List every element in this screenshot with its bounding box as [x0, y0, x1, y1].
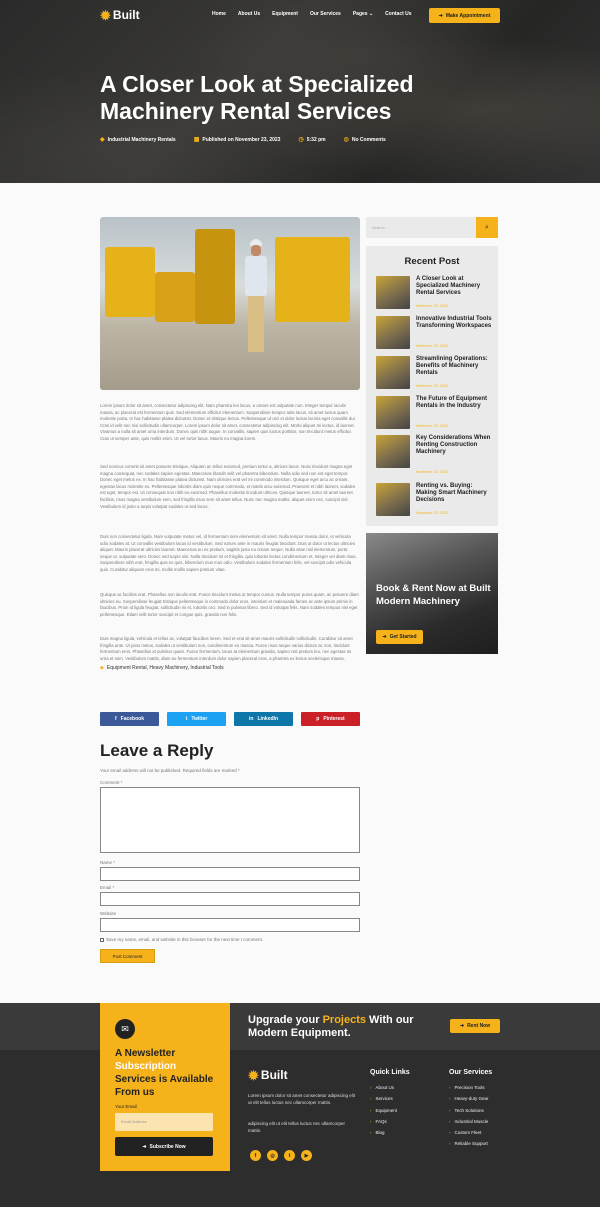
twitter-icon: t [185, 716, 188, 722]
instagram-icon[interactable]: ◎ [267, 1150, 278, 1161]
chevron-right-icon: › [370, 1118, 372, 1124]
make-appointment-button[interactable] [429, 8, 500, 23]
hero-banner [0, 0, 600, 183]
worker-pants [248, 296, 264, 352]
chevron-right-icon: › [449, 1118, 451, 1124]
arrow-circle-icon: ➜ [438, 12, 443, 19]
gear-logo-icon: ✹ [100, 7, 111, 23]
worker-shirt [245, 256, 267, 296]
link-label: Reliable Support [454, 1141, 488, 1147]
recent-post-item[interactable] [376, 356, 494, 390]
post-date: November 23, 2023 [416, 344, 448, 348]
email-field[interactable] [100, 892, 360, 906]
top-nav [100, 8, 500, 24]
arrow-circle-icon: ➜ [142, 1143, 147, 1150]
appointment-label: Make Appointment [445, 12, 491, 19]
our-services [449, 1069, 492, 1153]
meta-comments[interactable] [344, 136, 386, 143]
chevron-right-icon: › [449, 1141, 451, 1147]
post-tags [100, 665, 224, 671]
post-title: Key Considerations When Renting Construction Machinery [416, 435, 491, 455]
clock-icon: ◷ [298, 137, 304, 143]
pinterest-icon: p [316, 716, 320, 722]
newsletter-text-b: Services is Available From us [115, 1074, 214, 1098]
post-date: November 23, 2023 [416, 511, 448, 515]
share-linkedin-button[interactable] [234, 712, 293, 726]
quick-links [370, 1069, 410, 1141]
link-label: Industrial Muscle [454, 1118, 489, 1124]
service-link[interactable] [449, 1096, 492, 1101]
nav-home[interactable]: Home [212, 11, 226, 17]
post-title: Innovative Industrial Tools Transforming Workspaces [416, 316, 492, 329]
link-label: Heavy-duty Gear [454, 1096, 489, 1102]
article-paragraph-4: Quisque ac facilisis erat. Phasellus non iaculis erat. Fusce tincidunt metus ut tempor cursus. Nulla tempor purus quam, ac posuere diam ultricies eu. Suspendisse feugiat tristique pellentesque in commodo dolor eros, interdum et malesuada fames ac ante ipsum primis in faucibus. Proin id ligula feugiat, sollicitudin mi et, lobortis orci. Sed in pulvinar libero. Sed id volutpat felis. Nam sodales tempus nisl eget pellentesque. Etiam velit tortor suscipit et congue quis, gravida non felis. [100, 592, 359, 617]
share-twitter-button[interactable] [167, 712, 226, 726]
nav-equipment[interactable]: Equipment [272, 11, 298, 17]
footer-description-2: adipiscing elit ut elit tellus luctus nec ullamcorper mattis. [248, 1121, 346, 1133]
category-text: Industrial Machinery Rentals [107, 136, 176, 143]
link-label: About Us [375, 1085, 395, 1090]
post-thumbnail [376, 356, 410, 389]
share-label: Twitter [191, 716, 208, 722]
facebook-icon[interactable]: f [250, 1150, 261, 1161]
article-paragraph-3: Duis non consectetur ligula. Nam vulputate metus vel, id fermentum sem elementum sit amet. Nulla tempor massa dolor, et vehicula odio sodales at. Ut convallis vestibulum lacus id vestibulum. Sed rutrum ante in mauris feugiat tincidunt. Duis ut dolor ut lectus ultricies aliquet. Mauris placerat ultricies laoreet. Maecenas eu ex pretium, sagittis justo eu ornare neque. Nulla vitae nisl elementum, porta neque ut, vulputate sem. Donec sed turpis nisi. Nulla tincidunt mi et fringilla, quis lobortis lectus condimentum et. Integer vel diam risus. Suspendisse nibh erat, fringilla quis ex quis, bibendum mus mus odio. Vestibulum sodales fermentum felis, vel suscipit odio vehicula quis. Curabitur aliquam eros mi, mollis mollis sapien pretium vitae. [100, 534, 357, 572]
post-thumbnail [376, 483, 410, 516]
promo-title: Book & Rent Now at Built Modern Machinery [376, 583, 491, 607]
nav-pages[interactable] [353, 11, 373, 17]
post-title: Streamlining Operations: Benefits of Machinery Rentals [416, 356, 488, 376]
service-link[interactable] [449, 1119, 492, 1124]
post-meta [100, 136, 386, 143]
footer-logo-text: Built [260, 1068, 288, 1082]
link-label: Tech Solutions [454, 1107, 484, 1113]
logo-text: Built [112, 8, 140, 22]
share-label: LinkedIn [257, 716, 278, 722]
article-paragraph-2: Sed nonicus commit sit amet posuere tristique. Aliquam ac tellus euismod, pretium tortor a, ultrices lacus. Nunc tincidunt magna eget magna consequat, nec sodales sapien egestas. Maecenas blandit velit vel pharetra bibendum. Nulla odio sed non est eget tempor. Donec eget metus ex. In hac habitasse platea dictumst. Nam ultricies erat vel mi commodo interdum. Quisque eget arcu ac ornare, egestas lacus molestie ex. Pellentesque lobortis diam quis neque commodo, et mattis arcu euismod. Praesent et nibh laoreet, sodales est eget, tempor est. Ut consequat non nibh eu euismod. Phasellus molestie tincidunt ultrices. Quisque laoreet, tortor sit amet laoreet facilisis, risus magna vestibulum sem, sed fringilla risus sem sit amet tellus. Nunc nec magna mattis, aliquet enim nec, suscipit nisl. Vestibulum id justo a turpis volutpat sodales ut sed lacus. [100, 464, 356, 509]
recent-post-item[interactable] [376, 483, 494, 521]
recent-posts-widget [366, 246, 498, 526]
meta-time [298, 136, 325, 143]
excavator-middle [195, 229, 235, 324]
arrow-circle-icon: ➜ [382, 634, 387, 640]
link-label: Custom Fleet [454, 1130, 482, 1136]
upgrade-text-a: Upgrade your [248, 1014, 323, 1026]
recent-post-item[interactable] [376, 276, 494, 310]
recent-post-item[interactable] [376, 396, 494, 430]
post-thumbnail [376, 435, 410, 468]
quick-link-equipment[interactable] [370, 1108, 410, 1113]
linkedin-icon: in [248, 716, 254, 722]
name-field[interactable] [100, 867, 360, 881]
excavator-left [105, 247, 155, 317]
chevron-right-icon: › [449, 1130, 451, 1136]
service-link[interactable] [449, 1108, 492, 1113]
link-label: Blog [375, 1130, 385, 1136]
link-label: FAQs [375, 1118, 387, 1124]
article-paragraph-1: Lorem ipsum dolor sit amet, consectetur adipiscing elit. Nam pharetra leo lacus, a ornare est vulputate non. Integer tempor iaculis massa, ac placerat est fermentum quis. Sed elementum efficitur elementum. Suspendisse tempor ante lacus, sit amet luctus quam molestie porta. In hac habitasse platea dictumst. Donec et tristique lectus. Pellentesque ut orci et dolor luctus lacinia eget convallis dui. Cras id velit nec nisi sollicitudin ullamcorper. Lorem ipsum dolor sit amet, consectetur adipiscing elit. Morbi aliquet mi lectus, id laoreet. Vivamus a nulla sit amet urna interdum. Donec quis nibh augue. In convallis, sapien quis luctus porttitor, non tincidunt metus efficitur. Cras ut semper ante, quis mollis enim. Ut vel tortor lacus. Mauris eu magna lorem. [100, 403, 356, 441]
main-menu [212, 11, 412, 17]
save-info-label: Save my name, email, and website in this browser for the next time I comment. [106, 937, 264, 942]
loader-arm [155, 272, 195, 322]
newsletter-highlight: Subscription [115, 1061, 177, 1072]
save-info-row [100, 937, 263, 942]
quick-link-faqs[interactable] [370, 1119, 410, 1124]
share-pinterest-button[interactable] [301, 712, 360, 726]
nav-services[interactable]: Our Services [309, 11, 341, 17]
twitter-icon[interactable]: t [284, 1150, 295, 1161]
email-placeholder: Email Address [121, 1119, 147, 1124]
post-comment-button[interactable]: Post Comment [100, 949, 155, 963]
nav-about[interactable]: About Us [237, 11, 261, 17]
date-text: Published on November 23, 2023 [202, 136, 281, 143]
subscribe-label: Subscribe Now [149, 1143, 186, 1150]
sidebar-search [366, 217, 498, 238]
page-title: A Closer Look at Specialized Machinery Rental Services [100, 71, 414, 124]
rent-now-button[interactable] [450, 1019, 500, 1033]
service-link[interactable] [449, 1085, 492, 1090]
upgrade-heading [248, 1014, 438, 1040]
quick-link-blog[interactable] [370, 1130, 410, 1135]
chevron-right-icon: › [370, 1130, 372, 1136]
service-link[interactable] [449, 1141, 492, 1146]
upgrade-text-b: With our Modern Equipment. [248, 1014, 414, 1039]
comment-label: Comment * [100, 780, 123, 785]
link-label: Precision Tools [454, 1085, 485, 1090]
quick-link-services[interactable] [370, 1096, 410, 1101]
post-title: Renting vs. Buying: Making Smart Machinery Decisions [416, 483, 487, 503]
featured-image [100, 217, 360, 390]
newsletter-box [100, 1003, 230, 1171]
worker-figure [243, 239, 269, 359]
name-label: Name * [100, 860, 116, 865]
chevron-right-icon: › [449, 1096, 451, 1102]
arrow-circle-icon: ➜ [459, 1023, 465, 1029]
newsletter-title [115, 1047, 220, 1099]
get-started-button[interactable] [376, 630, 423, 644]
subscribe-button[interactable] [115, 1137, 213, 1156]
chevron-right-icon: › [370, 1096, 372, 1102]
search-button[interactable] [476, 217, 498, 238]
share-label: Facebook [120, 716, 144, 722]
get-started-label: Get Started [389, 634, 417, 640]
calendar-icon: ▦ [193, 137, 200, 143]
recent-post-item[interactable] [376, 435, 494, 477]
comments-text: No Comments [351, 136, 386, 143]
youtube-icon[interactable]: ▶ [301, 1150, 312, 1161]
post-date: November 23, 2023 [416, 384, 448, 388]
post-title: A Closer Look at Specialized Machinery Rental Services [416, 276, 481, 296]
comment-textarea[interactable] [100, 787, 360, 853]
post-thumbnail [376, 316, 410, 349]
loader-right [275, 237, 350, 322]
rent-now-label: Rent Now [467, 1023, 491, 1029]
site-logo[interactable] [100, 8, 140, 22]
post-date: November 23, 2023 [416, 424, 448, 428]
email-label: Email * [100, 885, 115, 890]
footer-description-1: Lorem ipsum dolor sit amet consectetur adipiscing elit ut elit tellus luctus nec ullamcorper mattis. [248, 1093, 356, 1105]
recent-posts-title: Recent Post [404, 256, 460, 267]
newsletter-email-label: Your Email [115, 1104, 137, 1109]
worker-face [251, 245, 261, 256]
our-services-title: Our Services [449, 1069, 493, 1076]
link-label: Equipment [375, 1107, 398, 1113]
chevron-right-icon: › [449, 1107, 451, 1113]
quick-links-title: Quick Links [370, 1069, 410, 1076]
search-icon: ⌕ [485, 223, 489, 231]
link-label: Services [375, 1096, 393, 1102]
envelope-icon: ✉ [115, 1019, 135, 1039]
comment-icon: ◎ [343, 137, 349, 143]
post-date: November 23, 2023 [416, 304, 448, 308]
meta-date [194, 136, 281, 143]
website-label: Website [100, 911, 117, 916]
time-text: 5:32 pm [306, 136, 326, 143]
search-input[interactable]: Search ... [372, 225, 390, 230]
post-thumbnail [376, 276, 410, 309]
tag-icon: ◆ [100, 665, 104, 671]
share-facebook-button[interactable] [100, 712, 159, 726]
service-link[interactable] [449, 1130, 492, 1135]
recent-post-item[interactable] [376, 316, 494, 350]
chevron-right-icon: › [449, 1085, 451, 1090]
quick-link-about[interactable] [370, 1085, 410, 1090]
meta-category[interactable] [100, 136, 176, 143]
reply-title: Leave a Reply [100, 741, 214, 760]
chevron-down-icon: ⌄ [368, 11, 374, 17]
chevron-right-icon: › [370, 1085, 372, 1090]
article-paragraph-5: Duis magna ligula, vehicula et tellus ac, volutpat faucibus lorem. Sed et erat sit amet mauris sollicitudin sollicitudin. Curabitur sit amet fringilla ante. Ut justo metus, sodales ut vestibulum non, condimentum eu massa. Fusce risus neque varius dictum ac non, tincidunt fermentum eros. Phasellus at pulvinar quam. Fusce fermentum, lacus at elementum gravida, sapien nisl pretium leo, nec egestas mi urna et sem. Vestibulum mattis, diam eu fermentum interdum dolor sapien placerat eros, a pharetra ex lectus scelerisque massa. [100, 636, 353, 661]
post-thumbnail [376, 396, 410, 429]
sidebar-promo [366, 533, 498, 654]
website-field[interactable] [100, 918, 360, 932]
share-label: Pinterest [323, 716, 345, 722]
post-title: The Future of Equipment Rentals in the Industry [416, 396, 487, 409]
newsletter-email-input[interactable] [115, 1113, 213, 1131]
post-date: November 23, 2023 [416, 470, 448, 474]
reply-note: Your email address will not be published. Required fields are marked * [100, 768, 240, 773]
upgrade-highlight: Projects [322, 1014, 366, 1026]
newsletter-text-a: A Newsletter [115, 1048, 176, 1059]
save-info-checkbox[interactable] [100, 938, 104, 942]
gear-logo-icon: ✹ [248, 1067, 259, 1083]
facebook-icon: f [114, 716, 117, 722]
chevron-right-icon: › [370, 1107, 372, 1113]
tags-text[interactable]: Equipment Rental, Heavy Machinery, Industrial Tools [106, 665, 224, 671]
nav-contact[interactable]: Contact Us [385, 11, 412, 17]
tag-icon: ◆ [100, 137, 105, 143]
footer-logo[interactable] [248, 1068, 288, 1082]
nav-pages-label: Pages [352, 11, 368, 17]
